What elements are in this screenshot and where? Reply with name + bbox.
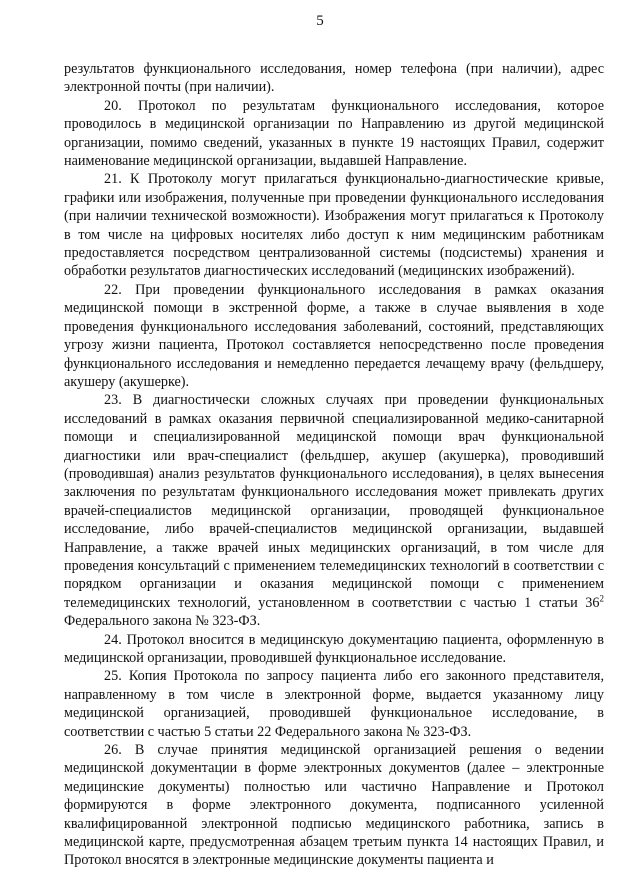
paragraph-23 (64, 391, 604, 630)
paragraph-25: 25. Копия Протокола по запросу пациента либо его законного представителя, направленному в том числе в электронной форме, выдается указанному лицу медицинской организацией, проводившей функциональное исследование, в соответствии с частью 5 статьи 22 Федерального закона № 323-ФЗ. (64, 668, 604, 740)
paragraph-26: 26. В случае принятия медицинской организацией решения о ведении медицинской документации в форме электронных документов (далее – электронные медицинские документы) полностью или частично Направление и Протокол формируются в форме электронного документа, подписанного усиленной квалифицированной электронной подписью медицинского работника, запись в медицинской карте, предусмотренная абзацем третьим пункта 14 настоящих Правил, и Протокол вносятся в электронные медицинские документы пациента и (64, 742, 604, 869)
paragraph-24: 24. Протокол вносится в медицинскую документацию пациента, оформленную в медицинской организации, проводившей функциональное исследование. (64, 631, 604, 666)
article-superscript: 2 (599, 593, 604, 604)
page-number: 5 (316, 13, 324, 29)
paragraph-22: 22. При проведении функционального исследования в рамках оказания медицинской помощи в экстренной форме, а также в случае выявления в ходе проведения функционального исследования заболеваний, состояний, представляющих угрозу жизни пациента, Протокол составляется непосредственно после проведения функционального исследования и немедленно передается лечащему врачу (фельдшеру, акушеру (акушерке). (64, 281, 604, 390)
document-body (64, 60, 604, 870)
paragraph-continuation: результатов функционального исследования, номер телефона (при наличии), адрес электронной почты (при наличии). (64, 61, 604, 96)
paragraph-23-tail: Федерального закона № 323-ФЗ. (64, 613, 261, 630)
paragraph-21: 21. К Протоколу могут прилагаться функционально-диагностические кривые, графики или изображения, полученные при проведении функционального исследования (при наличии технической возможности). Изображения могут прилагаться к Протоколу в том числе на цифровых носителях либо доступ к ним медицинским работникам предоставляется посредством централизованной системы (подсистемы) хранения и обработки результатов диагностических исследований (медицинских изображений). (64, 171, 604, 280)
paragraph-23-text: 23. В диагностически сложных случаях при проведении функциональных исследований в рамках оказания первичной специализированной медико-санитарной помощи и специализированной медицинской помощи врач функциональной диагностики или врач-специалист (фельдшер, акушер (акушерка), проводивший (проводившая) анализ результатов функционального исследования), в целях вынесения заключения по результатам функционального исследования может привлекать других врачей-специалистов медицинской организации, проводящей функциональное исследование, либо врачей-специалистов медицинской организации, выдавшей Направление, а также врачей иных медицинских организаций, в том числе для проведения консультаций с применением телемедицинских технологий в соответствии с порядком организации и оказания медицинской помощи с применением телемедицинских технологий, установленном в соответствии с частью 1 статьи 36 (64, 392, 604, 611)
paragraph-20: 20. Протокол по результатам функционального исследования, которое проводилось в медицинской организации по Направлению из другой медицинской организации, помимо сведений, указанных в пункте 19 настоящих Правил, содержит наименование медицинской организации, выдавшей Направление. (64, 97, 604, 170)
